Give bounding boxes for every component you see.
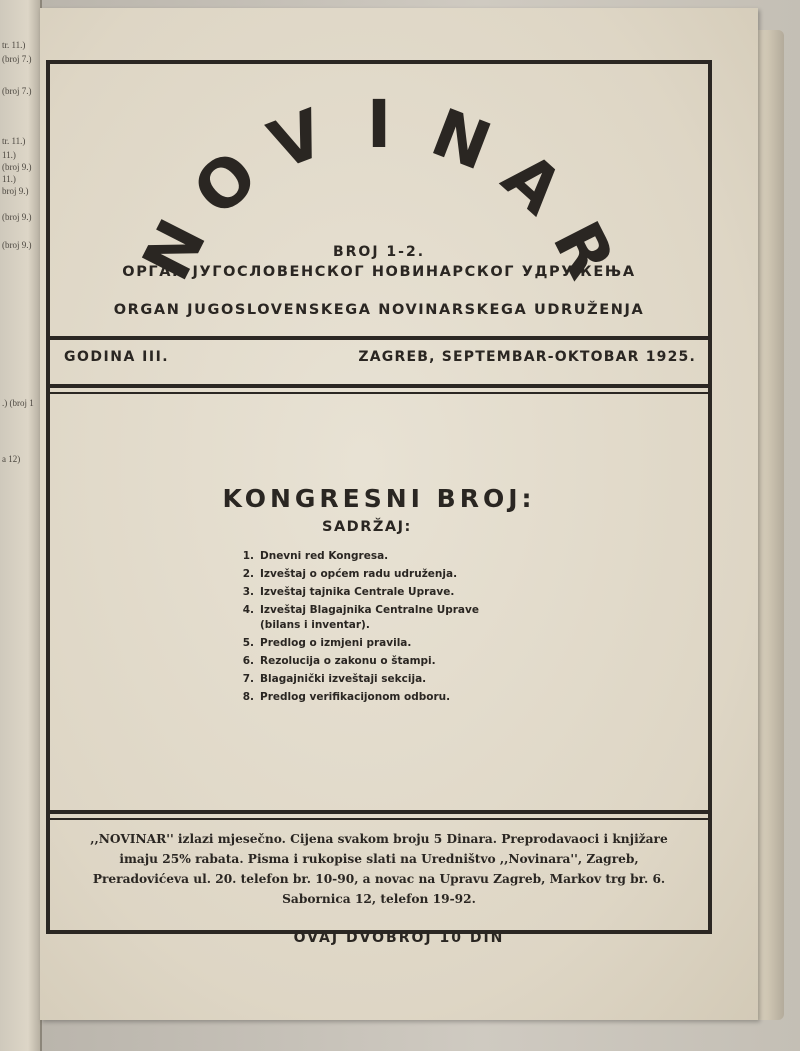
contents-item-text: Blagajnički izveštaji sekcija. bbox=[260, 673, 427, 685]
issue-price: OVAJ DVOBROJ 10 DIN bbox=[293, 930, 505, 946]
contents-item-number: 8. bbox=[242, 691, 254, 703]
previous-page-edge bbox=[0, 0, 42, 1051]
newspaper-front-page bbox=[40, 8, 758, 1020]
margin-note: tr. 11.) bbox=[2, 136, 26, 146]
divider-rule bbox=[50, 384, 708, 394]
contents-item-number: 3. bbox=[242, 586, 254, 598]
contents-item-text: Izveštaj tajnika Centrale Uprave. bbox=[260, 586, 455, 598]
margin-note: .) (broj 1 bbox=[2, 398, 34, 408]
contents-item bbox=[236, 672, 520, 687]
contents-item-number: 1. bbox=[242, 550, 254, 562]
contents-item-number: 5. bbox=[242, 637, 254, 649]
margin-note: (broj 7.) bbox=[2, 86, 32, 96]
contents-item-text: Rezolucija o zakonu o štampi. bbox=[260, 655, 436, 667]
contents-item-text: Izveštaj Blagajnika Centralne Uprave (bilans i inventar). bbox=[260, 604, 479, 631]
masthead-letter: N bbox=[421, 93, 501, 186]
dateline bbox=[50, 339, 708, 369]
contents-item bbox=[236, 690, 520, 705]
contents-item-text: Predlog o izmjeni pravila. bbox=[260, 637, 412, 649]
contents-heading: SADRŽAJ: bbox=[322, 519, 412, 535]
issue-number: BROJ 1-2. bbox=[332, 244, 426, 260]
contents-item-text: Predlog verifikacijonom odboru. bbox=[260, 691, 451, 703]
masthead-title-text bbox=[128, 86, 630, 292]
margin-note: (broj 7.) bbox=[2, 54, 32, 64]
contents-item-text: Izveštaj o općem radu udruženja. bbox=[260, 568, 458, 580]
congress-heading: KONGRESNI BROJ: bbox=[222, 484, 536, 513]
subtitle-latin: ORGAN JUGOSLOVENSKEGA NOVINARSKEGA UDRUŽENJA bbox=[113, 302, 645, 318]
contents-item bbox=[236, 567, 520, 582]
year-volume: GODINA III. bbox=[64, 349, 170, 365]
margin-note: tr. 11.) bbox=[2, 40, 26, 50]
margin-note: (broj 9.) bbox=[2, 212, 32, 222]
subscription-note: ,,NOVINAR'' izlazi mjesečno. Cijena svakom broju 5 Dinara. Preprodavaoci i knjižare imaju 25% rabata. Pisma i rukopise slati na Uredništvo ,,Novinara'', Zagreb, Preradovićeva ul. 20. telefon br. 10-90, a novac na Upravu Zagreb, Markov trg br. 6. Sabornica 12, telefon 19-92. bbox=[90, 832, 668, 906]
margin-note: 11.) bbox=[2, 174, 16, 184]
page-border-frame bbox=[46, 60, 712, 934]
masthead-letter: V bbox=[259, 94, 335, 185]
margin-note: (broj 9.) bbox=[2, 162, 32, 172]
contents-item bbox=[236, 654, 520, 669]
contents-item-number: 6. bbox=[242, 655, 254, 667]
contents-item-number: 2. bbox=[242, 568, 254, 580]
contents-item bbox=[236, 549, 520, 564]
margin-note: a 12) bbox=[2, 454, 21, 464]
masthead-letter: R bbox=[537, 209, 630, 291]
subtitle-cyrillic: ОРГАН ЈУГОСЛОВЕНСКОГ НОВИНАРСКОГ УДРУЖЕЊА bbox=[122, 264, 636, 280]
masthead-letter: O bbox=[178, 136, 273, 231]
masthead-letter: A bbox=[487, 137, 578, 230]
contents-item-text: Dnevni red Kongresa. bbox=[260, 550, 389, 562]
contents-item bbox=[236, 603, 520, 633]
margin-note: broj 9.) bbox=[2, 186, 29, 196]
masthead-letter: N bbox=[127, 207, 222, 292]
contents-list bbox=[236, 549, 520, 708]
contents-item bbox=[236, 636, 520, 651]
margin-note: 11.) bbox=[2, 150, 16, 160]
contents-item-number: 4. bbox=[242, 604, 254, 616]
margin-note: (broj 9.) bbox=[2, 240, 32, 250]
contents-item bbox=[236, 585, 520, 600]
contents-item-number: 7. bbox=[242, 673, 254, 685]
divider-rule bbox=[50, 810, 708, 820]
place-date: ZAGREB, SEPTEMBAR-OKTOBAR 1925. bbox=[358, 349, 696, 365]
masthead-letter: I bbox=[366, 86, 392, 164]
